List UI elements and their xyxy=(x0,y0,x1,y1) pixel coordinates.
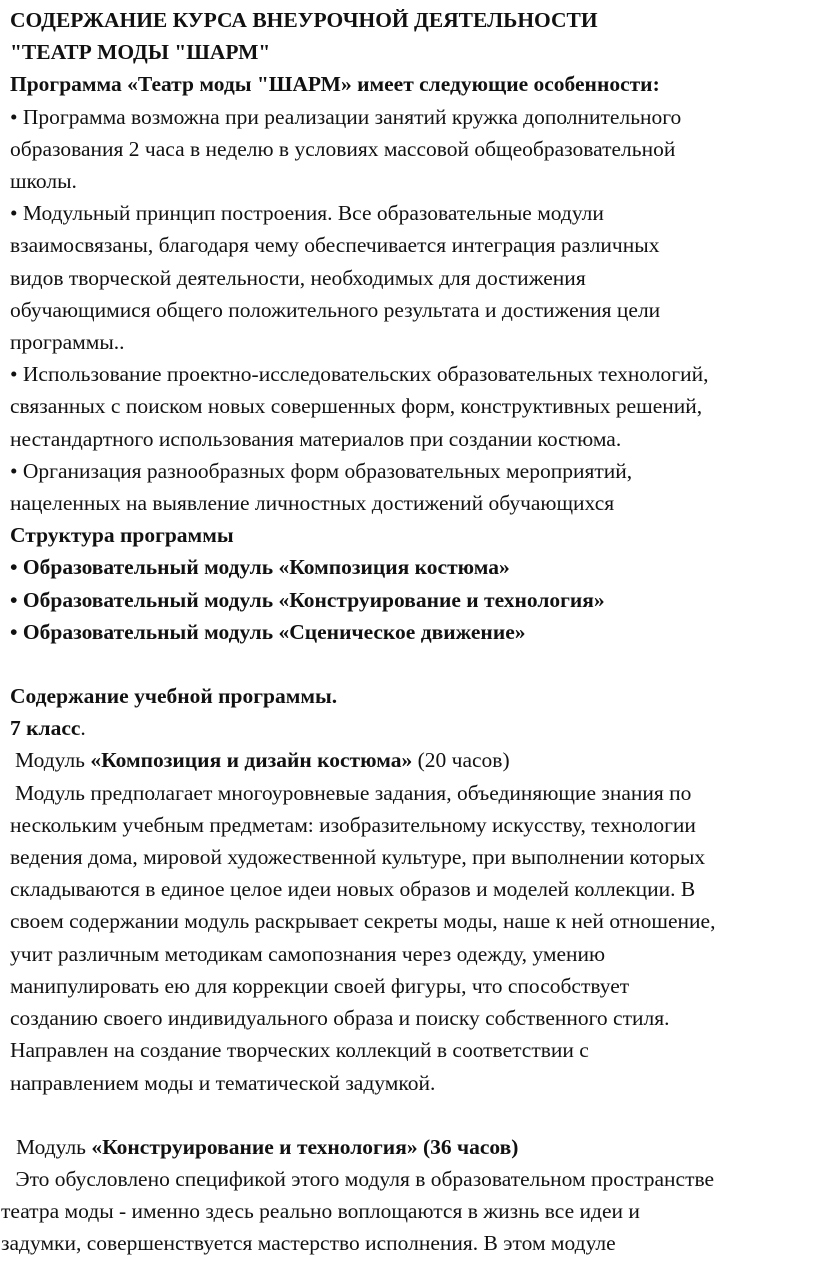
module1-line: ведения дома, мировой художественной культуре, при выполнении которых xyxy=(10,845,706,870)
module1-line: складываются в единое целое идеи новых образов и моделей коллекции. В xyxy=(10,877,696,902)
structure-heading: Структура программы xyxy=(10,523,234,548)
content-heading: Содержание учебной программы. xyxy=(10,684,338,709)
module1-line: своем содержании модуль раскрывает секреты моды, наше к ней отношение, xyxy=(10,909,716,934)
module1-description xyxy=(10,777,816,1099)
module2-prefix: Модуль xyxy=(16,1134,92,1159)
grade-label: 7 класс xyxy=(10,716,81,741)
module1-line: направлением моды и тематической задумкой. xyxy=(10,1070,436,1095)
features-line: школы. xyxy=(10,169,77,194)
features-line: образования 2 часа в неделю в условиях массовой общеобразовательной xyxy=(10,136,676,161)
structure-item: • Образовательный модуль «Композиция костюма» xyxy=(10,555,510,580)
features-line: обучающимися общего положительного результата и достижения цели xyxy=(10,297,661,322)
grade-suffix: . xyxy=(80,716,86,741)
module2-line: задумки, совершенствуется мастерство исполнения. В этом модуле xyxy=(1,1231,616,1256)
module2-heading xyxy=(10,1131,816,1163)
module1-line: нескольким учебным предметам: изобразительному искусству, технологии xyxy=(10,812,696,837)
module1-line: учит различным методикам самопознания через одежду, умению xyxy=(10,941,606,966)
structure-list xyxy=(10,551,816,648)
module2-description xyxy=(1,1163,816,1260)
module2-line: театра моды - именно здесь реально воплощаются в жизнь все идеи и xyxy=(1,1199,640,1224)
module1-hours: (20 часов) xyxy=(412,748,510,773)
features-line: • Модульный принцип построения. Все образовательные модули xyxy=(10,201,604,226)
grade-line xyxy=(10,712,816,744)
features-line: нацеленных на выявление личностных достижений обучающихся xyxy=(10,491,615,516)
features-line: программы.. xyxy=(10,330,125,355)
features-line: • Использование проектно-исследовательских образовательных технологий, xyxy=(10,362,709,387)
structure-item: • Образовательный модуль «Сценическое движение» xyxy=(10,619,526,644)
features-line: нестандартного использования материалов при создании костюма. xyxy=(10,426,622,451)
features-line: видов творческой деятельности, необходимых для достижения xyxy=(10,265,586,290)
title-line-1: СОДЕРЖАНИЕ КУРСА ВНЕУРОЧНОЙ ДЕЯТЕЛЬНОСТИ xyxy=(10,8,598,32)
features-heading: Программа «Театр моды "ШАРМ» имеет следующие особенности: xyxy=(10,72,660,97)
module1-line: манипулировать ею для коррекции своей фигуры, что способствует xyxy=(10,973,630,998)
features-line: • Программа возможна при реализации занятий кружка дополнительного xyxy=(10,104,682,129)
structure-item: • Образовательный модуль «Конструирование и технология» xyxy=(10,587,605,612)
module1-heading xyxy=(10,744,816,776)
module1-name: «Композиция и дизайн костюма» xyxy=(90,748,413,773)
title-line-2: "ТЕАТР МОДЫ "ШАРМ" xyxy=(10,40,271,65)
spacer xyxy=(10,1099,816,1131)
module1-prefix: Модуль xyxy=(15,748,91,773)
module1-line: Направлен на создание творческих коллекций в соответствии с xyxy=(10,1038,589,1063)
document-page xyxy=(1,4,816,1260)
features-list xyxy=(10,101,816,520)
features-line: связанных с поиском новых совершенных форм, конструктивных решений, xyxy=(10,394,703,419)
features-line: взаимосвязаны, благодаря чему обеспечивается интеграция различных xyxy=(10,233,660,258)
features-line: • Организация разнообразных форм образовательных мероприятий, xyxy=(10,458,633,483)
module2-line: Это обусловлено спецификой этого модуля в образовательном пространстве xyxy=(10,1166,715,1191)
module1-line: созданию своего индивидуального образа и поиску собственного стиля. xyxy=(10,1006,670,1031)
module2-name-hours: «Конструирование и технология» (36 часов) xyxy=(91,1134,519,1159)
spacer xyxy=(10,648,816,680)
module1-line: Модуль предполагает многоуровневые задания, объединяющие знания по xyxy=(15,780,692,805)
